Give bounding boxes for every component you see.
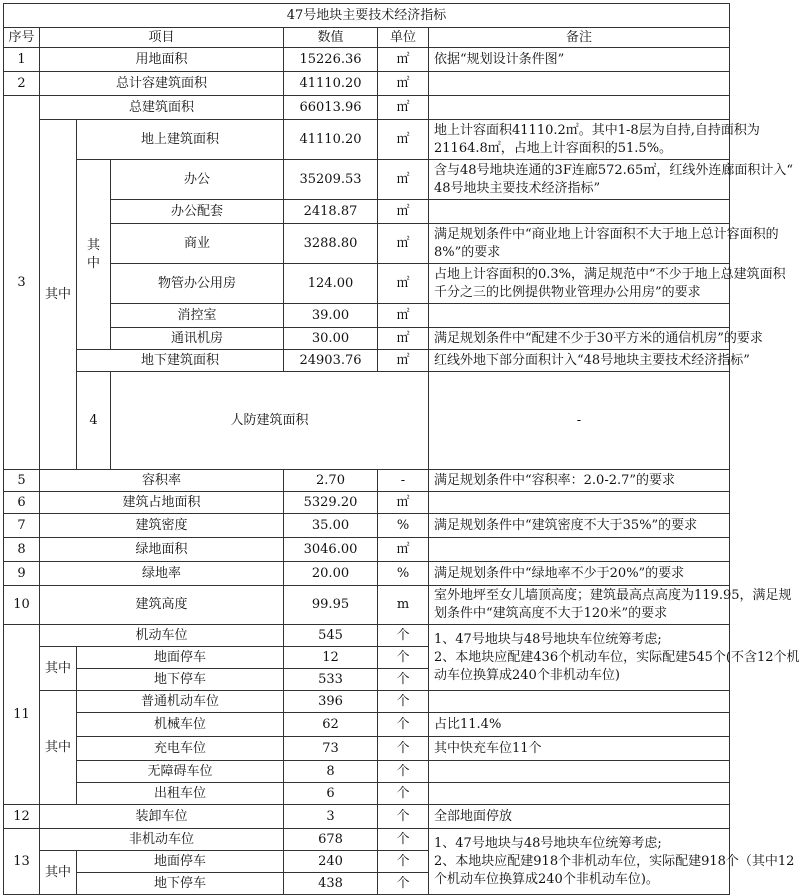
table-row — [4, 48, 730, 72]
note-line: 满足规划条件中“配建不少于30平方米的通信机房”的要求 — [434, 330, 763, 346]
table-row — [4, 691, 730, 713]
row-no: 5 — [4, 470, 40, 492]
table-row — [4, 492, 730, 514]
row-unit: ㎡ — [378, 48, 429, 72]
row-value: 6 — [284, 783, 378, 805]
row-value: 73 — [284, 737, 378, 761]
row-no: 6 — [4, 492, 40, 514]
qizhong-label: 其中 — [40, 851, 77, 895]
row-item: 总建筑面积 — [40, 96, 284, 120]
row-no: 12 — [4, 805, 40, 829]
row-unit: ㎡ — [378, 160, 429, 200]
row-unit: ㎡ — [378, 224, 429, 264]
row-item: 出租车位 — [77, 783, 284, 805]
table-row — [4, 160, 730, 200]
row-unit: 个 — [378, 625, 429, 647]
row-item: 无障碍车位 — [77, 761, 284, 783]
row-note — [429, 713, 730, 737]
row-unit: % — [378, 562, 429, 586]
table-row — [4, 304, 730, 328]
row-note — [429, 492, 730, 514]
row-unit: 个 — [378, 691, 429, 713]
row-no: 4 — [77, 372, 111, 470]
row-value: 24903.76 — [284, 350, 378, 372]
row-item: 建筑占地面积 — [40, 492, 284, 514]
row-value: 545 — [284, 625, 378, 647]
note-line: 满足规划条件中“建筑密度不大于35%”的要求 — [434, 517, 698, 533]
row-unit: 个 — [378, 669, 429, 691]
note-line: 1、47号地块与48号地块车位统筹考虑; — [434, 835, 662, 851]
row-value: 20.00 — [284, 562, 378, 586]
note-line: 2、本地块应配建436个机动车位，实际配建545个(不含12个机 — [434, 649, 800, 665]
row-unit: % — [378, 514, 429, 538]
table-row — [4, 372, 730, 470]
note-line: 48号地块主要技术经济指标” — [434, 180, 601, 196]
row-item: 消控室 — [111, 304, 284, 328]
row-unit: - — [378, 470, 429, 492]
row-value: 30.00 — [284, 328, 378, 350]
qizhong-label: 其中 — [77, 160, 111, 350]
row-value: 41110.20 — [284, 72, 378, 96]
row-note — [429, 586, 792, 625]
note-line: 满足规划条件中“容积率：2.0-2.7”的要求 — [434, 472, 676, 488]
row-unit: 个 — [378, 873, 429, 895]
qizhong-label: 其中 — [40, 647, 77, 691]
row-note — [429, 264, 786, 304]
table-row — [4, 761, 730, 783]
note-line: 全部地面停放 — [434, 808, 513, 824]
row-value: 3288.80 — [284, 224, 378, 264]
table-row — [4, 586, 730, 625]
header-no: 序号 — [4, 28, 40, 48]
indicator-sheet — [3, 3, 800, 893]
row-unit: ㎡ — [378, 72, 429, 96]
row-unit: 个 — [378, 805, 429, 829]
qizhong-label: 其中 — [40, 691, 77, 805]
row-item: 地面停车 — [77, 647, 284, 669]
table-row — [4, 514, 730, 538]
row-no: 3 — [4, 96, 40, 470]
note-line: 2、本地块应配建918个非机动车位，实际配建918个（其中12 — [434, 853, 795, 869]
row-unit: 个 — [378, 783, 429, 805]
row-item: 地下停车 — [77, 669, 284, 691]
row-note — [429, 350, 750, 372]
row-note — [429, 200, 730, 224]
table-row — [4, 783, 730, 805]
row-unit: ㎡ — [378, 304, 429, 328]
row-item: 建筑密度 — [40, 514, 284, 538]
row-no: 1 — [4, 48, 40, 72]
row-value: 15226.36 — [284, 48, 378, 72]
row-item: 人防建筑面积 — [111, 372, 429, 470]
row-no: 7 — [4, 514, 40, 538]
row-unit: 个 — [378, 761, 429, 783]
row-note — [429, 160, 793, 200]
table-row — [4, 96, 730, 120]
note-line: 千分之三的比例提供物业管理办公用房”的要求 — [434, 284, 701, 300]
row-unit: ㎡ — [378, 538, 429, 562]
row-unit: ㎡ — [378, 492, 429, 514]
row-item: 用地面积 — [40, 48, 284, 72]
row-note — [429, 48, 730, 72]
note-line: 个机动车位换算成240个非机动车位)。 — [434, 871, 659, 887]
row-unit: ㎡ — [378, 328, 429, 350]
row-value: 99.95 — [284, 586, 378, 625]
row-unit: ㎡ — [378, 264, 429, 304]
table-row — [4, 829, 730, 851]
row-note — [429, 737, 730, 761]
row-value: 533 — [284, 669, 378, 691]
table-row — [4, 72, 730, 96]
row-item: 机械车位 — [77, 713, 284, 737]
row-no: 13 — [4, 829, 40, 895]
row-unit: 个 — [378, 737, 429, 761]
row-note — [429, 304, 730, 328]
note-line: 室外地坪至女儿墙顶高度；建筑最高点高度为119.95，满足规 — [434, 588, 792, 603]
row-no: 10 — [4, 586, 40, 625]
row-note — [429, 691, 730, 713]
note-line: 红线外地下部分面积计入“48号地块主要技术经济指标” — [434, 352, 750, 368]
row-no: 8 — [4, 538, 40, 562]
row-note — [429, 761, 730, 783]
row-item: 物管办公用房 — [111, 264, 284, 304]
table-row — [4, 120, 730, 160]
table-row — [4, 470, 730, 492]
row-note — [429, 625, 800, 691]
row-note — [429, 805, 730, 829]
row-value: 438 — [284, 873, 378, 895]
table-row — [4, 737, 730, 761]
row-value: 124.00 — [284, 264, 378, 304]
row-unit: ㎡ — [378, 96, 429, 120]
row-note — [429, 538, 730, 562]
table-row — [4, 200, 730, 224]
table-row — [4, 625, 730, 647]
row-note — [429, 829, 795, 895]
row-item: 建筑高度 — [40, 586, 284, 625]
row-item: 地下停车 — [77, 873, 284, 895]
row-item: 地上建筑面积 — [77, 120, 284, 160]
row-item: 装卸车位 — [40, 805, 284, 829]
row-note — [429, 224, 779, 264]
row-item: 总计容建筑面积 — [40, 72, 284, 96]
row-note — [429, 120, 760, 160]
row-value: 66013.96 — [284, 96, 378, 120]
table-row — [4, 562, 730, 586]
row-unit: ㎡ — [378, 350, 429, 372]
note-line: 1、47号地块与48号地块车位统筹考虑; — [434, 631, 662, 647]
note-line: 依据“规划设计条件图” — [434, 51, 565, 67]
table-row — [4, 805, 730, 829]
qizhong-label: 其中 — [40, 120, 77, 470]
note-line: 划条件中“建筑高度不大于120米”的要求 — [434, 606, 668, 621]
header-item: 项目 — [40, 28, 284, 48]
row-note — [429, 562, 730, 586]
row-item: 办公配套 — [111, 200, 284, 224]
row-item: 机动车位 — [40, 625, 284, 647]
row-no: 9 — [4, 562, 40, 586]
note-line: 占地上计容面积的0.3%，满足规范中“不少于地上总建筑面积 — [434, 266, 786, 282]
row-note — [429, 96, 730, 120]
row-unit: 个 — [378, 829, 429, 851]
row-value: 12 — [284, 647, 378, 669]
row-item: 非机动车位 — [40, 829, 284, 851]
row-unit: 个 — [378, 851, 429, 873]
row-value: 5329.20 — [284, 492, 378, 514]
row-unit: 个 — [378, 647, 429, 669]
row-item: 绿地面积 — [40, 538, 284, 562]
row-note — [429, 72, 730, 96]
row-value: 678 — [284, 829, 378, 851]
row-item: 绿地率 — [40, 562, 284, 586]
row-no: 11 — [4, 625, 40, 805]
note-line: 其中快充车位11个 — [434, 740, 542, 756]
note-line: 21164.8㎡，占地上计容面积的51.5%。 — [434, 140, 673, 156]
row-value: 3 — [284, 805, 378, 829]
row-value: 8 — [284, 761, 378, 783]
row-unit: m — [378, 586, 429, 625]
row-item: 办公 — [111, 160, 284, 200]
table-row — [4, 328, 730, 350]
row-value: 2418.87 — [284, 200, 378, 224]
row-no: 2 — [4, 72, 40, 96]
row-value: 35.00 — [284, 514, 378, 538]
row-value: 35209.53 — [284, 160, 378, 200]
row-item: 地面停车 — [77, 851, 284, 873]
header-note: 备注 — [429, 28, 730, 48]
table-row — [4, 350, 730, 372]
row-item: 普通机动车位 — [77, 691, 284, 713]
table-title: 47号地块主要技术经济指标 — [4, 4, 730, 28]
note-line: 满足规划条件中“商业地上计容面积不大于地上总计容面积的 — [434, 226, 779, 242]
row-unit: 个 — [378, 713, 429, 737]
row-value: 240 — [284, 851, 378, 873]
header-unit: 单位 — [378, 28, 429, 48]
note-line: 动车位换算成240个非机动车位) — [434, 667, 620, 683]
row-item: 商业 — [111, 224, 284, 264]
note-line: 占比11.4% — [434, 716, 502, 732]
row-value: - — [429, 372, 730, 470]
row-note — [429, 470, 730, 492]
row-value: 2.70 — [284, 470, 378, 492]
row-item: 充电车位 — [77, 737, 284, 761]
header-value: 数值 — [284, 28, 378, 48]
row-unit: ㎡ — [378, 120, 429, 160]
table-row — [4, 224, 730, 264]
row-value: 396 — [284, 691, 378, 713]
note-line: 满足规划条件中“绿地率不少于20%”的要求 — [434, 565, 685, 581]
row-value: 39.00 — [284, 304, 378, 328]
row-note — [429, 783, 730, 805]
row-item: 地下建筑面积 — [77, 350, 284, 372]
table-row — [4, 538, 730, 562]
indicator-table — [3, 3, 800, 895]
row-unit: ㎡ — [378, 200, 429, 224]
row-value: 3046.00 — [284, 538, 378, 562]
row-item: 通讯机房 — [111, 328, 284, 350]
note-line: 地上计容面积41110.2㎡。其中1-8层为自持,自持面积为 — [434, 122, 760, 138]
table-row — [4, 713, 730, 737]
row-value: 62 — [284, 713, 378, 737]
row-note — [429, 514, 730, 538]
row-note — [429, 328, 763, 350]
table-row — [4, 264, 730, 304]
note-line: 8%”的要求 — [434, 244, 501, 260]
row-value: 41110.20 — [284, 120, 378, 160]
note-line: 含与48号地块连通的3F连廊572.65㎡，红线外连廊面积计入“ — [434, 162, 793, 178]
row-item: 容积率 — [40, 470, 284, 492]
